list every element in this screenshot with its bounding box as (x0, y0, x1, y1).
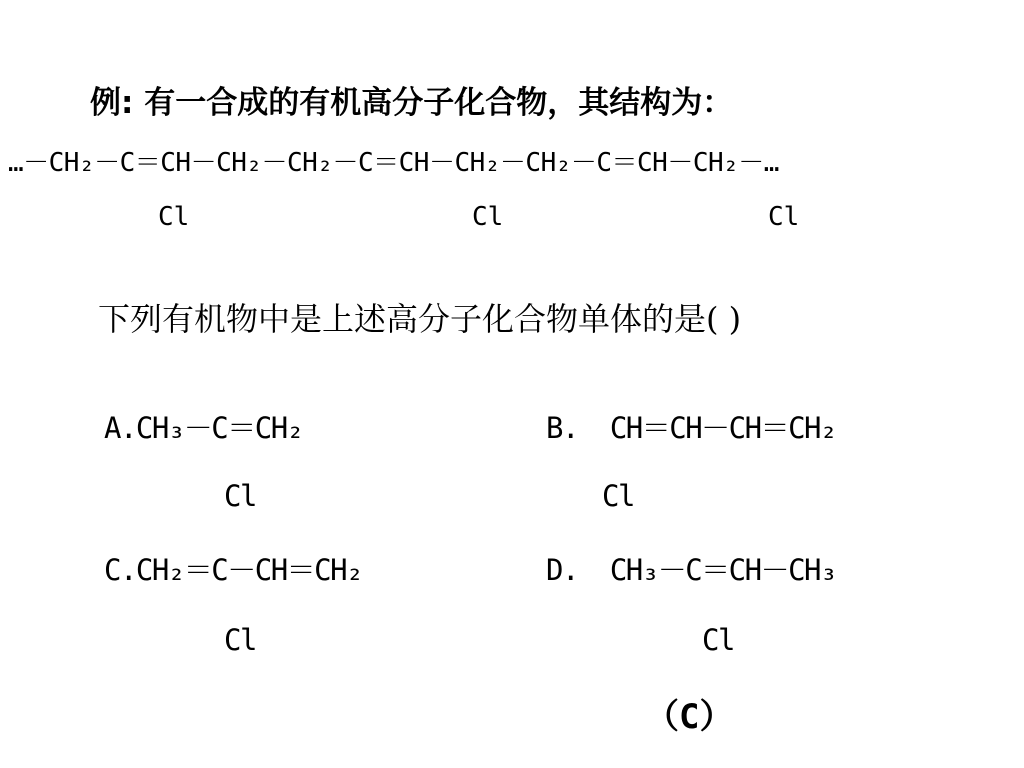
polymer-formula: …－CH₂－C＝CH－CH₂－CH₂－C＝CH－CH₂－CH₂－C＝CH－CH₂－… (8, 148, 779, 178)
option-b (546, 411, 836, 445)
answer-text: （C） (645, 697, 734, 737)
example-heading: 例: 有一合成的有机高分子化合物，其结构为： (90, 85, 734, 121)
option-b-substituent: Cl (602, 479, 634, 513)
polymer-substituent-1: Cl (158, 202, 190, 232)
polymer-substituent-3: Cl (768, 202, 800, 232)
polymer-substituent-2: Cl (472, 202, 504, 232)
option-a (104, 411, 303, 445)
question-text: 下列有机物中是上述高分子化合物单体的是( ) (98, 300, 742, 338)
option-c-formula: CH₂＝C－CH＝CH₂ (135, 553, 363, 587)
option-b-formula: CH＝CH－CH＝CH₂ (609, 411, 836, 445)
option-a-formula: CH₃－C＝CH₂ (135, 411, 303, 445)
option-d-label: D. (546, 553, 578, 587)
option-c-substituent: Cl (224, 623, 256, 657)
option-c-label: C. (104, 553, 136, 587)
option-d-substituent: Cl (702, 623, 734, 657)
option-a-label: A. (104, 411, 136, 445)
option-a-substituent: Cl (224, 479, 256, 513)
option-d-formula: CH₃－C＝CH－CH₃ (609, 553, 836, 587)
option-b-label: B. (546, 411, 578, 445)
option-d (546, 553, 836, 587)
option-c (104, 553, 363, 587)
